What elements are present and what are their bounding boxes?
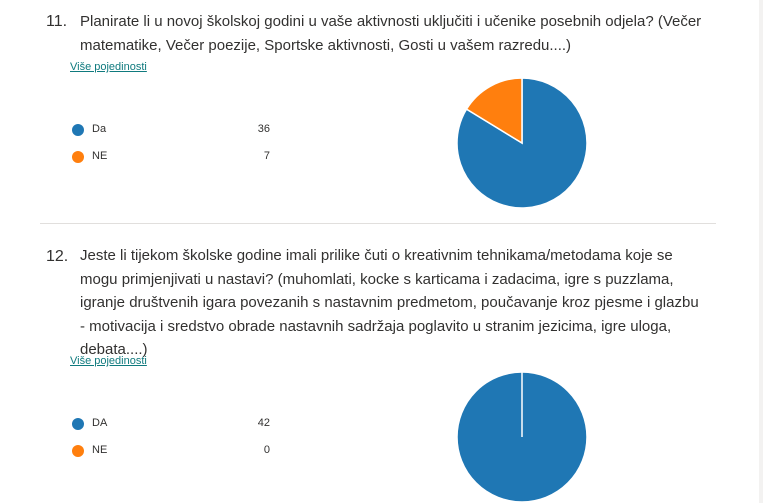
legend-count: 42 [257,417,270,429]
legend-count: 7 [263,150,270,162]
legend-swatch [72,418,84,430]
legend-swatch [72,124,84,136]
more-details-link[interactable]: Više pojedinosti [70,355,147,367]
legend-label: NE [92,444,108,456]
question-number: 12. [46,248,69,265]
section-divider [40,223,716,224]
legend-item-ne [72,150,282,166]
more-details-link[interactable]: Više pojedinosti [70,61,147,73]
legend-label: Da [92,123,107,135]
legend-count: 0 [263,444,270,456]
question-text: Planirate li u novoj školskoj godini u vaše aktivnosti uključiti i učenike posebnih odjela? (Večer matematike, Večer poezije, Sportske aktivnosti, Gosti u vašem razredu....) [80,13,702,54]
legend-swatch [72,151,84,163]
scrollbar-track[interactable] [759,0,763,503]
legend-count: 36 [257,123,270,135]
legend-swatch [72,445,84,457]
legend-label: NE [92,150,108,162]
legend-label: DA [92,417,108,429]
legend-item-da [72,417,282,433]
legend-item-da [72,123,282,139]
question-text: Jeste li tijekom školske godine imali prilike čuti o kreativnim tehnikama/metodama koje se mogu primjenjivati u nastavi? (muhomlati, kocke s karticama i zadacima, igre s puzzlama, igranje društvenih igara povezanih s nastavnim predmetom, poučavanje kroz pjesme i glazbu - motivacija i sredstvo obrade nastavnih sadržaja poglavito u stranim jezicima, igre uloga, debata....) [80,247,699,358]
pie-chart [455,76,589,210]
question-number: 11. [46,13,68,30]
pie-chart [455,370,589,504]
legend-item-ne [72,444,282,460]
